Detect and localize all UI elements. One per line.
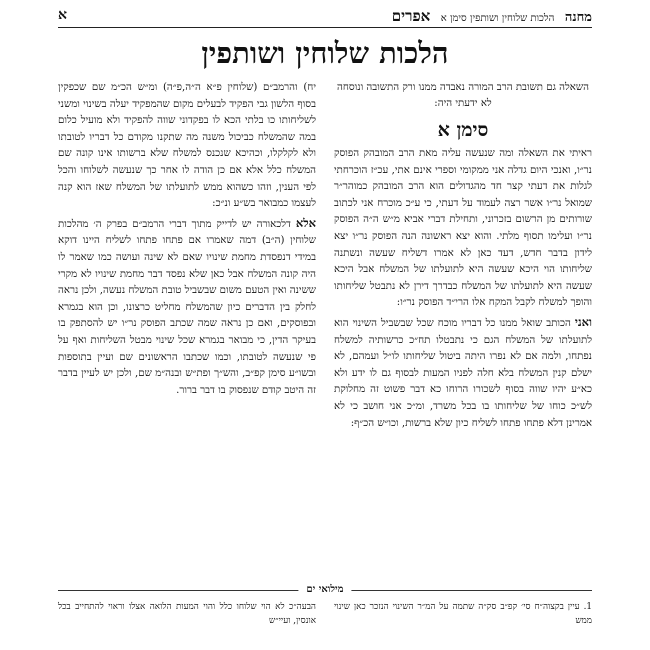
body-paragraph: ראיתי את השאלה ומה שנעשה עליה מאת הרב המובהק הפוסק נר״ו, ואנכי היום גדלה אני ממקומי וספרי אינם אתי, עכ״ז הוכרחתי לגלות את דעתי קצר חד מהגדולים הוא הרב המובהק כמוהר״ר שמואל נר״ו אשר רצה לעמוד על דעתי, כי ע״כ מוכרח אני לכתוב שורותים מן הרשום בזכרוני, ותחילת דברי אביא מ״ש ה״ה הפוסק נר״ו ועלימו תסוף מלתי. והוא יצא ראשונה הנה הפוסק נר״ו יצא לידון בדבר חדש, דעד כאן לא אמרו דשליח שעשה ונשתנה שליחותו הוי היכא שעשה היא לתועלתו של המשלח אבל היכא שעשה היא לתועלתו של המשלח כבדרך דירן לא נתבטל שליחותו והופך למשלח לקבל המקח אלו הרי״ד הפוסק נר״ו: xyxy=(334,148,592,309)
footnote-right: 1. עיין בקצוה״ח סי׳ קפ״ב סק״ה שתמה על המ״ר השינוי הנזכר כאן שינוי ממש xyxy=(334,602,592,626)
running-header-titles xyxy=(392,7,592,26)
running-header xyxy=(58,5,592,28)
right-column xyxy=(334,80,592,432)
section-heading: סימן א xyxy=(437,119,489,141)
page-number: א xyxy=(58,7,67,23)
body-paragraph xyxy=(58,215,316,400)
notes-divider xyxy=(58,584,592,596)
notes-label: מילואי ים xyxy=(298,584,351,596)
lead-word: ואני xyxy=(574,314,592,329)
lead-word: אלא xyxy=(295,215,316,230)
body-paragraph: יח) והרמב״ם (שלוחין פ״א ה״ה,פ״ה) ומ״ש הכ״מ שם שכפקין בסוף הלשון גבי הפקיד לבעלים מקום שהמפקיד יעלה בשינוי ומשני לשליחותו כו בלתי הכא לו בפקדוני שווה להפקיד ולא מועיל כלום במה שהמשלח כביכול משנה מה שתקנו מקודם כל דבריו לטובתו ולא לקלקלו, וכהיכא שנכנס למשלח שלא ברשותו אינו קונה שם המשלח כלל אלא אם כן הודה לו אחר כך שנעשה לשלוחו והכל לפי הענין, וזהו כשהוא ממש לתועלתו של המשלח שאז הוא קנה לעצמו כמבואר בש״ע ונ״כ: xyxy=(58,82,316,210)
running-title: הלכות שלוחין ושותפין סימן א xyxy=(440,13,555,24)
intro-text: השאלה גם תשובת הרב המורה נאבדה ממנו ורק התשובה ונוסחה לא ידעתי היה: xyxy=(336,82,589,109)
footnote-left: הבעה״כ לא הוי שלוחו כלל והוי המעות הלואה אצלו וראוי להתחייב בכל אונסין, ועיי״ש xyxy=(58,602,316,626)
paragraph-text: דלכאורה יש לדייק מתוך דברי הרמב״ם בפרק ה׳ מהלכות שלוחין (ה״ב) דמה שאמרו אם פתחו פתחו לשליח היינו דוקא במידי דנפסדת מחמת שינויו שאם לא שינה ועושה כמו שאמר לו היה קונה המשלח אבל כאן שלא נפסד דבר מחמת שינויו לא מקרי ששינה ואין הטעם משום שבשביל טובת המשלח נעשה, ולכן נראה לחלק בין הדברים כיון שהמשלח מחליט כרצונו, וכן הוא בגמרא ובפוסקים, ואם כן נראה שמה שכתב הפוסק נר״ו יש להסתפק בו בעיקר הדין, כי מבואר בגמרא שכל שינוי מבטל השליחות ואף על פי שנעשה לטובתו, וכמו שכתבו הראשונים שם ועיין בתוספות ובשו״ע סימן קפ״ב, והש״ך ופת״ש ובנה״מ שם, ולכן יש לעיין בדבר זה היטב קודם שנפסוק בו דבר ברור. xyxy=(58,218,316,396)
page-title: הלכות שלוחין ושותפין xyxy=(201,36,449,70)
series-title: אפרים xyxy=(391,7,431,25)
paragraph-text: הכותב שואל ממנו כל דבריו מוכח שכל שבשביל השינוי הוא לתועלתו של המשלח הגם כי נתבטלו תח״כ כרשותיה למשלח נפתחו, ולמה אם לא נפרו היתה ביטול שליחותו לו״ל ועמהם, לא ישלם קנין המשלח בלא חלה לפניו המעות לבסוף גם לו ידע ולא כא״ע יהיו שווה בסוף לשכורו הרוחו כא דבר פשוט זה מחלוקת לש״כ כוחו של שליחותו בו בכל משרד, ומ״כ אני חושב כי לא אמרינן דלא פתחו פתחו לשליח כיון שלא ברשות, וכו״ש הכ״ף: xyxy=(334,317,592,429)
publisher-name: מחנה xyxy=(564,10,592,25)
left-column xyxy=(58,80,316,399)
body-paragraph xyxy=(334,314,592,432)
